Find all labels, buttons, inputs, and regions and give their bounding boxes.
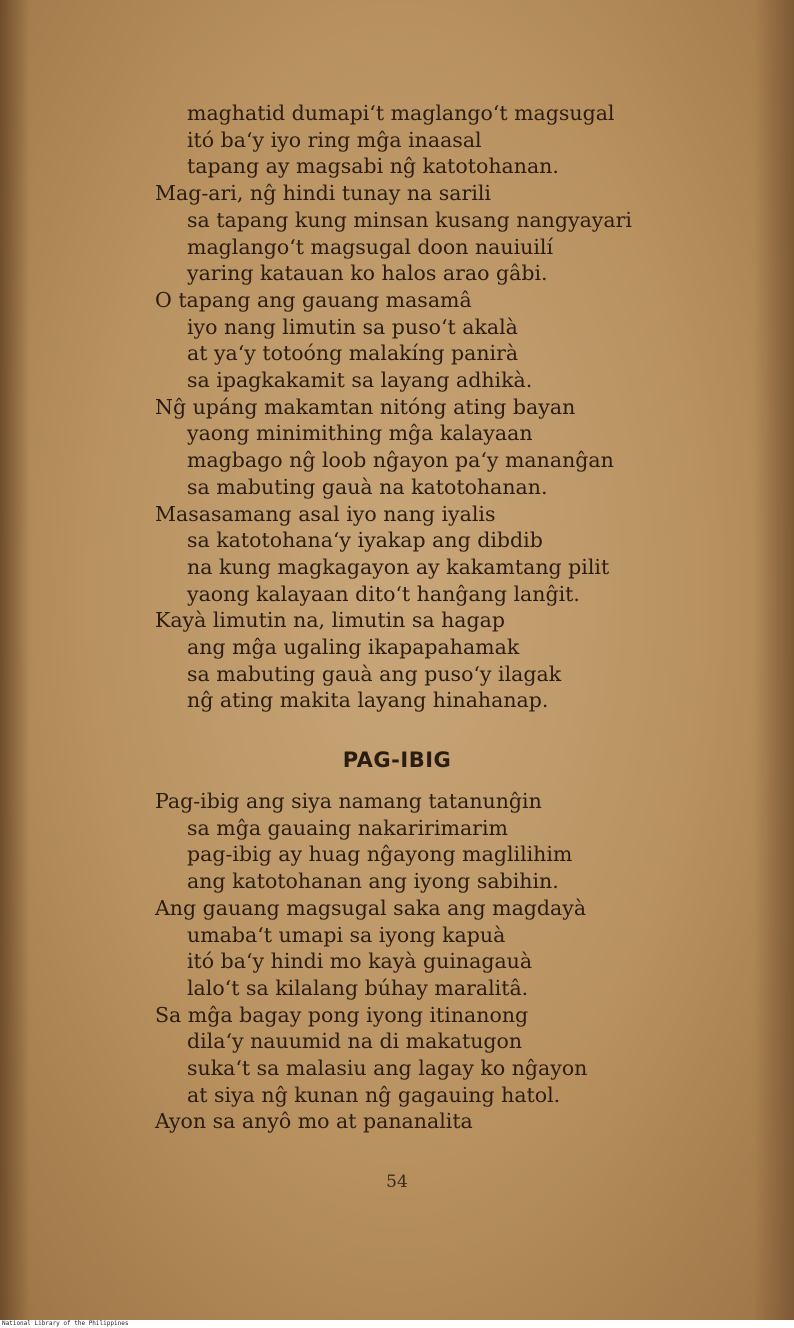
poem-line: at siya nĝ kunan nĝ gagauing hatol. [187,1082,561,1107]
poem-line: sa mabuting gauà ang puso‘y ilagak [187,661,562,686]
poem-line: O tapang ang gauang masamâ [155,287,472,312]
poem-line: sa katotohana‘y iyakap ang dibdib [187,528,543,553]
poem-line: itó ba‘y iyo ring mĝa inaasal [187,127,482,152]
poem-line: iyo nang limutin sa puso‘t akalà [187,314,518,339]
poem-line: ang mĝa ugaling ikapapahamak [187,635,520,659]
poem-line: sa tapang kung minsan kusang nangyayari [187,207,632,232]
poem-line: sa mabuting gauà na katotohanan. [187,474,548,499]
poem-line: ang katotohanan ang iyong sabihin. [187,869,559,894]
poem-line: maghatid dumapi‘t maglango‘t magsugal [187,101,615,125]
poem-line: maglango‘t magsugal doon nauiuilí [187,234,554,259]
library-footer: National Library of the Philippines [0,1320,794,1328]
poem-line: magbago nĝ loob nĝayon pa‘y mananĝan [187,448,614,473]
poem-line: umaba‘t umapi sa iyong kapuà [187,922,506,947]
page-number: 54 [386,1172,408,1192]
poem-line: Nĝ upáng makamtan nitóng ating bayan [155,394,576,419]
poem-line: Masasamang asal iyo nang iyalis [155,501,496,526]
poem-line: suka‘t sa malasiu ang lagay ko nĝayon [187,1056,588,1080]
poem-line: Ang gauang magsugal saka ang magdayà [155,895,587,920]
poem-line: Kayà limutin na, limutin sa hagap [155,608,506,633]
poem-line: sa mĝa gauaing nakaririmarim [187,815,508,840]
poem-line: itó ba‘y hindi mo kayà guinagauà [187,949,533,974]
poem-line: Ayon sa anyô mo at pananalita [155,1109,473,1134]
poem-line: nĝ ating makita layang hinahanap. [187,688,549,713]
poem-line: Pag-ibig ang siya namang tatanunĝin [155,789,542,813]
poem-line: yaong kalayaan dito‘t hanĝang lanĝit. [187,581,580,606]
poem-line: Mag-ari, nĝ hindi tunay na sarili [155,181,491,206]
poem-line: lalo‘t sa kilalang búhay maralitâ. [187,975,529,1000]
poem-line: Sa mĝa bagay pong iyong itinanong [155,1002,529,1027]
section-heading: PAG-IBIG [342,748,452,772]
poem-line: sa ipagkakamit sa layang adhikà. [187,368,533,392]
poem-line: tapang ay magsabi nĝ katotohanan. [187,154,559,179]
poem-line: pag-ibig ay huag nĝayong maglilihim [187,842,573,867]
poem-line: dila‘y nauumid na di makatugon [187,1029,523,1054]
poem-line: yaong minimithing mĝa kalayaan [187,421,533,446]
poem-line: yaring katauan ko halos arao gâbi. [187,261,548,286]
poem-line: at ya‘y totoóng malakíng panirà [187,341,519,366]
poem-line: na kung magkagayon ay kakamtang pilit [187,554,610,579]
